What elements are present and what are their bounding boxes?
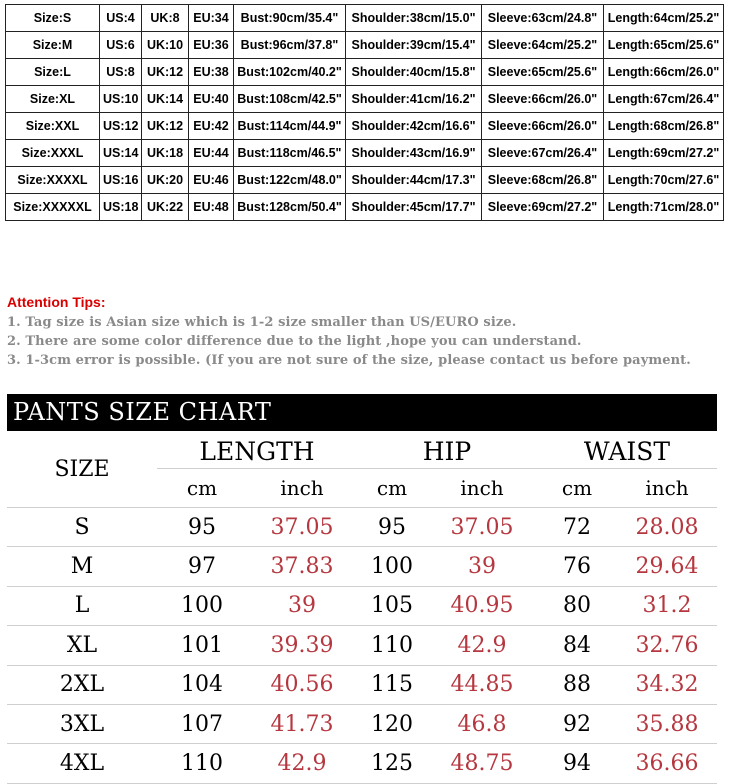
pants-row xyxy=(7,666,717,705)
table-cell: US:8 xyxy=(100,59,142,86)
size-cell: L xyxy=(74,593,90,619)
table-cell: US:18 xyxy=(100,194,142,221)
table-cell: Size:XXXXXL xyxy=(6,194,100,221)
length-cm-cell: 95 xyxy=(188,514,216,540)
table-cell: EU:48 xyxy=(189,194,234,221)
hip-inch-cell: 46.8 xyxy=(457,711,507,737)
waist-inch-cell: 34.32 xyxy=(635,672,699,698)
hip-inch-cell: 37.05 xyxy=(450,514,514,540)
top-size-table-body xyxy=(6,5,724,221)
table-row xyxy=(6,5,724,32)
table-cell: Bust:118cm/46.5" xyxy=(234,140,346,167)
tip-item: 1. Tag size is Asian size which is 1-2 size smaller than US/EURO size. xyxy=(7,315,517,330)
table-cell: Length:64cm/25.2" xyxy=(604,5,724,32)
table-cell: Bust:96cm/37.8" xyxy=(234,32,346,59)
length-inch-header: inch xyxy=(280,476,324,500)
hip-inch-cell: 44.85 xyxy=(450,672,514,698)
table-cell: EU:46 xyxy=(189,167,234,194)
size-cell: 4XL xyxy=(59,751,105,777)
hip-inch-cell: 39 xyxy=(468,554,496,580)
waist-cm-cell: 84 xyxy=(563,632,591,658)
table-cell: US:12 xyxy=(100,113,142,140)
length-inch-cell: 39.39 xyxy=(270,632,334,658)
waist-inch-header: inch xyxy=(645,476,689,500)
hip-cm-cell: 105 xyxy=(371,593,413,619)
tip-item: 2. There are some color difference due to the light ,hope you can understand. xyxy=(7,334,582,349)
hip-inch-cell: 40.95 xyxy=(450,593,514,619)
hip-inch-header: inch xyxy=(460,476,504,500)
length-group-header: LENGTH xyxy=(199,436,315,466)
waist-group-header: WAIST xyxy=(583,436,671,466)
group-divider xyxy=(157,468,717,469)
table-cell: US:16 xyxy=(100,167,142,194)
table-cell: UK:12 xyxy=(142,113,189,140)
pants-row xyxy=(7,587,717,626)
pants-chart-body xyxy=(7,508,717,784)
table-cell: Shoulder:42cm/16.6" xyxy=(346,113,482,140)
hip-cm-cell: 120 xyxy=(371,711,413,737)
table-cell: Sleeve:68cm/26.8" xyxy=(482,167,604,194)
table-cell: Sleeve:64cm/25.2" xyxy=(482,32,604,59)
attention-tips xyxy=(7,293,729,370)
top-size-table xyxy=(5,4,724,221)
table-cell: EU:34 xyxy=(189,5,234,32)
table-cell: Size:XXXXL xyxy=(6,167,100,194)
table-cell: UK:14 xyxy=(142,86,189,113)
table-cell: Sleeve:63cm/24.8" xyxy=(482,5,604,32)
size-cell: 2XL xyxy=(59,672,105,698)
table-cell: UK:12 xyxy=(142,59,189,86)
waist-cm-header: cm xyxy=(561,476,593,500)
table-row xyxy=(6,59,724,86)
table-cell: EU:36 xyxy=(189,32,234,59)
table-cell: Bust:90cm/35.4" xyxy=(234,5,346,32)
hip-inch-cell: 42.9 xyxy=(457,632,507,658)
table-cell: Length:67cm/26.4" xyxy=(604,86,724,113)
length-cm-cell: 110 xyxy=(181,751,223,777)
hip-cm-cell: 100 xyxy=(371,554,413,580)
waist-cm-cell: 76 xyxy=(563,554,591,580)
table-cell: Size:L xyxy=(6,59,100,86)
length-cm-cell: 101 xyxy=(181,632,223,658)
hip-cm-cell: 115 xyxy=(371,672,413,698)
table-row xyxy=(6,32,724,59)
table-cell: Sleeve:67cm/26.4" xyxy=(482,140,604,167)
table-cell: Bust:114cm/44.9" xyxy=(234,113,346,140)
waist-inch-cell: 31.2 xyxy=(642,593,692,619)
waist-inch-cell: 35.88 xyxy=(635,711,699,737)
length-cm-header: cm xyxy=(186,476,218,500)
table-cell: Sleeve:69cm/27.2" xyxy=(482,194,604,221)
table-cell: Size:XXXL xyxy=(6,140,100,167)
size-cell: S xyxy=(74,514,90,540)
table-cell: US:6 xyxy=(100,32,142,59)
waist-inch-cell: 36.66 xyxy=(635,751,699,777)
table-cell: UK:20 xyxy=(142,167,189,194)
waist-cm-cell: 80 xyxy=(563,593,591,619)
table-cell: EU:40 xyxy=(189,86,234,113)
table-cell: Sleeve:66cm/26.0" xyxy=(482,113,604,140)
table-cell: US:4 xyxy=(100,5,142,32)
size-column-header: SIZE xyxy=(54,456,110,482)
table-cell: Shoulder:40cm/15.8" xyxy=(346,59,482,86)
table-cell: UK:18 xyxy=(142,140,189,167)
waist-inch-cell: 29.64 xyxy=(635,554,699,580)
table-row xyxy=(6,167,724,194)
table-cell: UK:8 xyxy=(142,5,189,32)
table-row xyxy=(6,194,724,221)
table-cell: EU:38 xyxy=(189,59,234,86)
pants-row xyxy=(7,508,717,547)
length-cm-cell: 104 xyxy=(181,672,223,698)
table-cell: Shoulder:41cm/16.2" xyxy=(346,86,482,113)
size-cell: 3XL xyxy=(59,711,105,737)
table-cell: Length:66cm/26.0" xyxy=(604,59,724,86)
table-cell: Bust:122cm/48.0" xyxy=(234,167,346,194)
length-cm-cell: 97 xyxy=(188,554,216,580)
pants-chart-title: PANTS SIZE CHART xyxy=(7,394,717,431)
waist-cm-cell: 72 xyxy=(563,514,591,540)
table-cell: Size:XL xyxy=(6,86,100,113)
length-inch-cell: 41.73 xyxy=(270,711,334,737)
table-cell: Length:69cm/27.2" xyxy=(604,140,724,167)
table-cell: Size:XXL xyxy=(6,113,100,140)
table-cell: Length:70cm/27.6" xyxy=(604,167,724,194)
table-cell: Bust:102cm/40.2" xyxy=(234,59,346,86)
pants-row xyxy=(7,626,717,665)
length-cm-cell: 107 xyxy=(181,711,223,737)
table-cell: Shoulder:38cm/15.0" xyxy=(346,5,482,32)
table-cell: Bust:128cm/50.4" xyxy=(234,194,346,221)
waist-cm-cell: 88 xyxy=(563,672,591,698)
table-cell: Length:68cm/26.8" xyxy=(604,113,724,140)
waist-cm-cell: 92 xyxy=(563,711,591,737)
length-inch-cell: 40.56 xyxy=(270,672,334,698)
table-cell: UK:10 xyxy=(142,32,189,59)
table-cell: UK:22 xyxy=(142,194,189,221)
table-cell: Length:71cm/28.0" xyxy=(604,194,724,221)
table-cell: Shoulder:43cm/16.9" xyxy=(346,140,482,167)
table-cell: Shoulder:44cm/17.3" xyxy=(346,167,482,194)
hip-cm-cell: 125 xyxy=(371,751,413,777)
table-cell: Size:S xyxy=(6,5,100,32)
length-cm-cell: 100 xyxy=(181,593,223,619)
table-cell: Sleeve:66cm/26.0" xyxy=(482,86,604,113)
pants-row xyxy=(7,744,717,783)
table-cell: EU:44 xyxy=(189,140,234,167)
table-cell: Length:65cm/25.6" xyxy=(604,32,724,59)
tip-item: 3. 1-3cm error is possible. (If you are not sure of the size, please contact us before payment. xyxy=(7,353,691,368)
waist-inch-cell: 32.76 xyxy=(635,632,699,658)
table-cell: EU:42 xyxy=(189,113,234,140)
size-cell: XL xyxy=(66,632,98,658)
length-inch-cell: 39 xyxy=(288,593,316,619)
length-inch-cell: 37.05 xyxy=(270,514,334,540)
table-cell: Bust:108cm/42.5" xyxy=(234,86,346,113)
table-cell: Shoulder:39cm/15.4" xyxy=(346,32,482,59)
table-cell: Shoulder:45cm/17.7" xyxy=(346,194,482,221)
table-row xyxy=(6,140,724,167)
hip-cm-header: cm xyxy=(376,476,408,500)
hip-group-header: HIP xyxy=(422,436,472,466)
table-cell: Size:M xyxy=(6,32,100,59)
hip-cm-cell: 95 xyxy=(378,514,406,540)
table-row xyxy=(6,86,724,113)
waist-inch-cell: 28.08 xyxy=(635,514,699,540)
pants-size-chart xyxy=(7,431,717,784)
pants-chart-header xyxy=(7,431,717,508)
length-inch-cell: 42.9 xyxy=(277,751,327,777)
waist-cm-cell: 94 xyxy=(563,751,591,777)
tips-title: Attention Tips: xyxy=(7,294,106,310)
table-cell: US:10 xyxy=(100,86,142,113)
table-row xyxy=(6,113,724,140)
hip-cm-cell: 110 xyxy=(371,632,413,658)
pants-row xyxy=(7,705,717,744)
table-cell: US:14 xyxy=(100,140,142,167)
pants-row xyxy=(7,547,717,586)
length-inch-cell: 37.83 xyxy=(270,554,334,580)
size-cell: M xyxy=(70,554,94,580)
table-cell: Sleeve:65cm/25.6" xyxy=(482,59,604,86)
hip-inch-cell: 48.75 xyxy=(450,751,514,777)
